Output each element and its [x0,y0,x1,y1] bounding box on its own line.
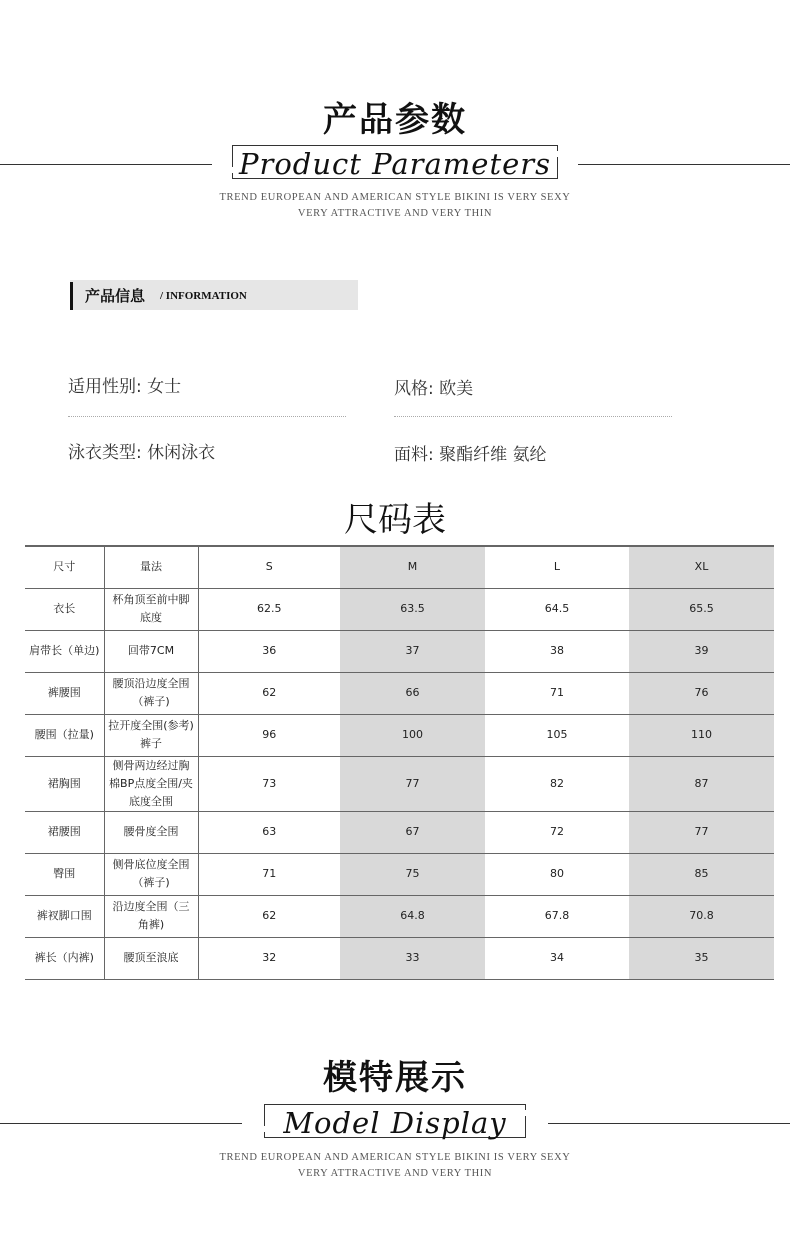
cell-l: 80 [485,853,629,895]
model-display-en-frame [264,1104,526,1138]
model-tagline-2: VERY ATTRACTIVE AND VERY THIN [297,1168,493,1179]
header-cell-l: L [485,546,629,588]
info-field-style [394,374,473,399]
table-row [25,937,774,979]
cell-m: 64.8 [340,895,485,937]
size-table [25,545,774,980]
cell-s: 96 [198,714,340,756]
cell-l: 105 [485,714,629,756]
cell-l: 67.8 [485,895,629,937]
cell-m: 67 [340,811,485,853]
header-rule-left [0,164,212,165]
row-method: 腰骨度全围 [104,811,198,853]
cell-xl: 77 [629,811,774,853]
cell-xl: 110 [629,714,774,756]
header-rule-right [578,164,790,165]
info-field-value: 聚酯纤维 氨纶 [439,445,547,465]
product-params-en-title: Product Parameters [238,147,552,181]
row-method: 拉开度全围(参考)裤子 [104,714,198,756]
product-tagline-2: VERY ATTRACTIVE AND VERY THIN [297,208,493,219]
row-label: 裤腰围 [25,672,104,714]
info-header-bar [70,280,358,310]
product-tagline-1: TREND EUROPEAN AND AMERICAN STYLE BIKINI IS VERY SEXY [219,192,571,203]
product-params-title: 产品参数 [323,100,467,140]
row-label: 肩带长（单边) [25,630,104,672]
row-method: 杯角顶至前中脚底度 [104,588,198,630]
cell-m: 75 [340,853,485,895]
info-field-value: 欧美 [439,379,474,399]
cell-xl: 35 [629,937,774,979]
row-label: 臀围 [25,853,104,895]
cell-m: 66 [340,672,485,714]
cell-xl: 65.5 [629,588,774,630]
info-header-marker [70,282,73,310]
header-cell-m: M [340,546,485,588]
cell-l: 71 [485,672,629,714]
info-field-label: 泳衣类型: [68,443,142,463]
cell-xl: 87 [629,756,774,811]
cell-l: 82 [485,756,629,811]
info-field-value: 休闲泳衣 [147,443,216,463]
info-header-en: / INFORMATION [160,290,247,302]
cell-m: 33 [340,937,485,979]
info-field-swim-type [68,438,215,463]
cell-l: 34 [485,937,629,979]
cell-m: 77 [340,756,485,811]
row-label: 裙胸围 [25,756,104,811]
cell-s: 71 [198,853,340,895]
row-label: 裙腰围 [25,811,104,853]
row-method: 沿边度全围（三角裤) [104,895,198,937]
cell-xl: 70.8 [629,895,774,937]
header-cell-method: 量法 [104,546,198,588]
header-rule-left [0,1123,242,1124]
cell-m: 100 [340,714,485,756]
cell-l: 64.5 [485,588,629,630]
model-tagline-1: TREND EUROPEAN AND AMERICAN STYLE BIKINI IS VERY SEXY [219,1152,571,1163]
info-field-label: 适用性别: [68,377,142,397]
row-method: 腰顶沿边度全围（裤子) [104,672,198,714]
row-label: 裤长（内裤) [25,937,104,979]
info-field-label: 风格: [394,379,434,399]
table-row [25,895,774,937]
row-method: 腰顶至浪底 [104,937,198,979]
cell-s: 62.5 [198,588,340,630]
table-row [25,853,774,895]
info-header-cn: 产品信息 [85,287,146,305]
info-divider [394,416,672,417]
header-cell-xl: XL [629,546,774,588]
info-field-gender [68,372,181,397]
table-row [25,672,774,714]
cell-s: 73 [198,756,340,811]
cell-s: 62 [198,895,340,937]
cell-s: 62 [198,672,340,714]
cell-l: 72 [485,811,629,853]
table-row [25,811,774,853]
size-chart-title: 尺码表 [344,500,446,540]
row-method: 回带7CM [104,630,198,672]
table-row [25,756,774,811]
row-label: 裤衩脚口围 [25,895,104,937]
row-label: 腰围（拉量) [25,714,104,756]
cell-s: 32 [198,937,340,979]
model-display-en-title: Model Display [283,1106,507,1140]
header-cell-s: S [198,546,340,588]
header-rule-right [548,1123,790,1124]
cell-s: 36 [198,630,340,672]
row-label: 衣长 [25,588,104,630]
cell-s: 63 [198,811,340,853]
row-method: 侧骨两边经过胸棉BP点度全围/夹底度全围 [104,756,198,811]
info-field-value: 女士 [147,377,182,397]
size-table-header-row [25,546,774,588]
info-divider [68,416,346,417]
table-row [25,588,774,630]
cell-l: 38 [485,630,629,672]
model-display-title: 模特展示 [323,1058,467,1098]
table-row [25,714,774,756]
product-params-en-frame [232,145,558,179]
info-field-fabric [394,440,547,465]
cell-xl: 39 [629,630,774,672]
cell-xl: 76 [629,672,774,714]
cell-m: 63.5 [340,588,485,630]
header-cell-size: 尺寸 [25,546,104,588]
info-field-label: 面料: [394,445,434,465]
table-row [25,630,774,672]
row-method: 侧骨底位度全围（裤子) [104,853,198,895]
cell-m: 37 [340,630,485,672]
cell-xl: 85 [629,853,774,895]
